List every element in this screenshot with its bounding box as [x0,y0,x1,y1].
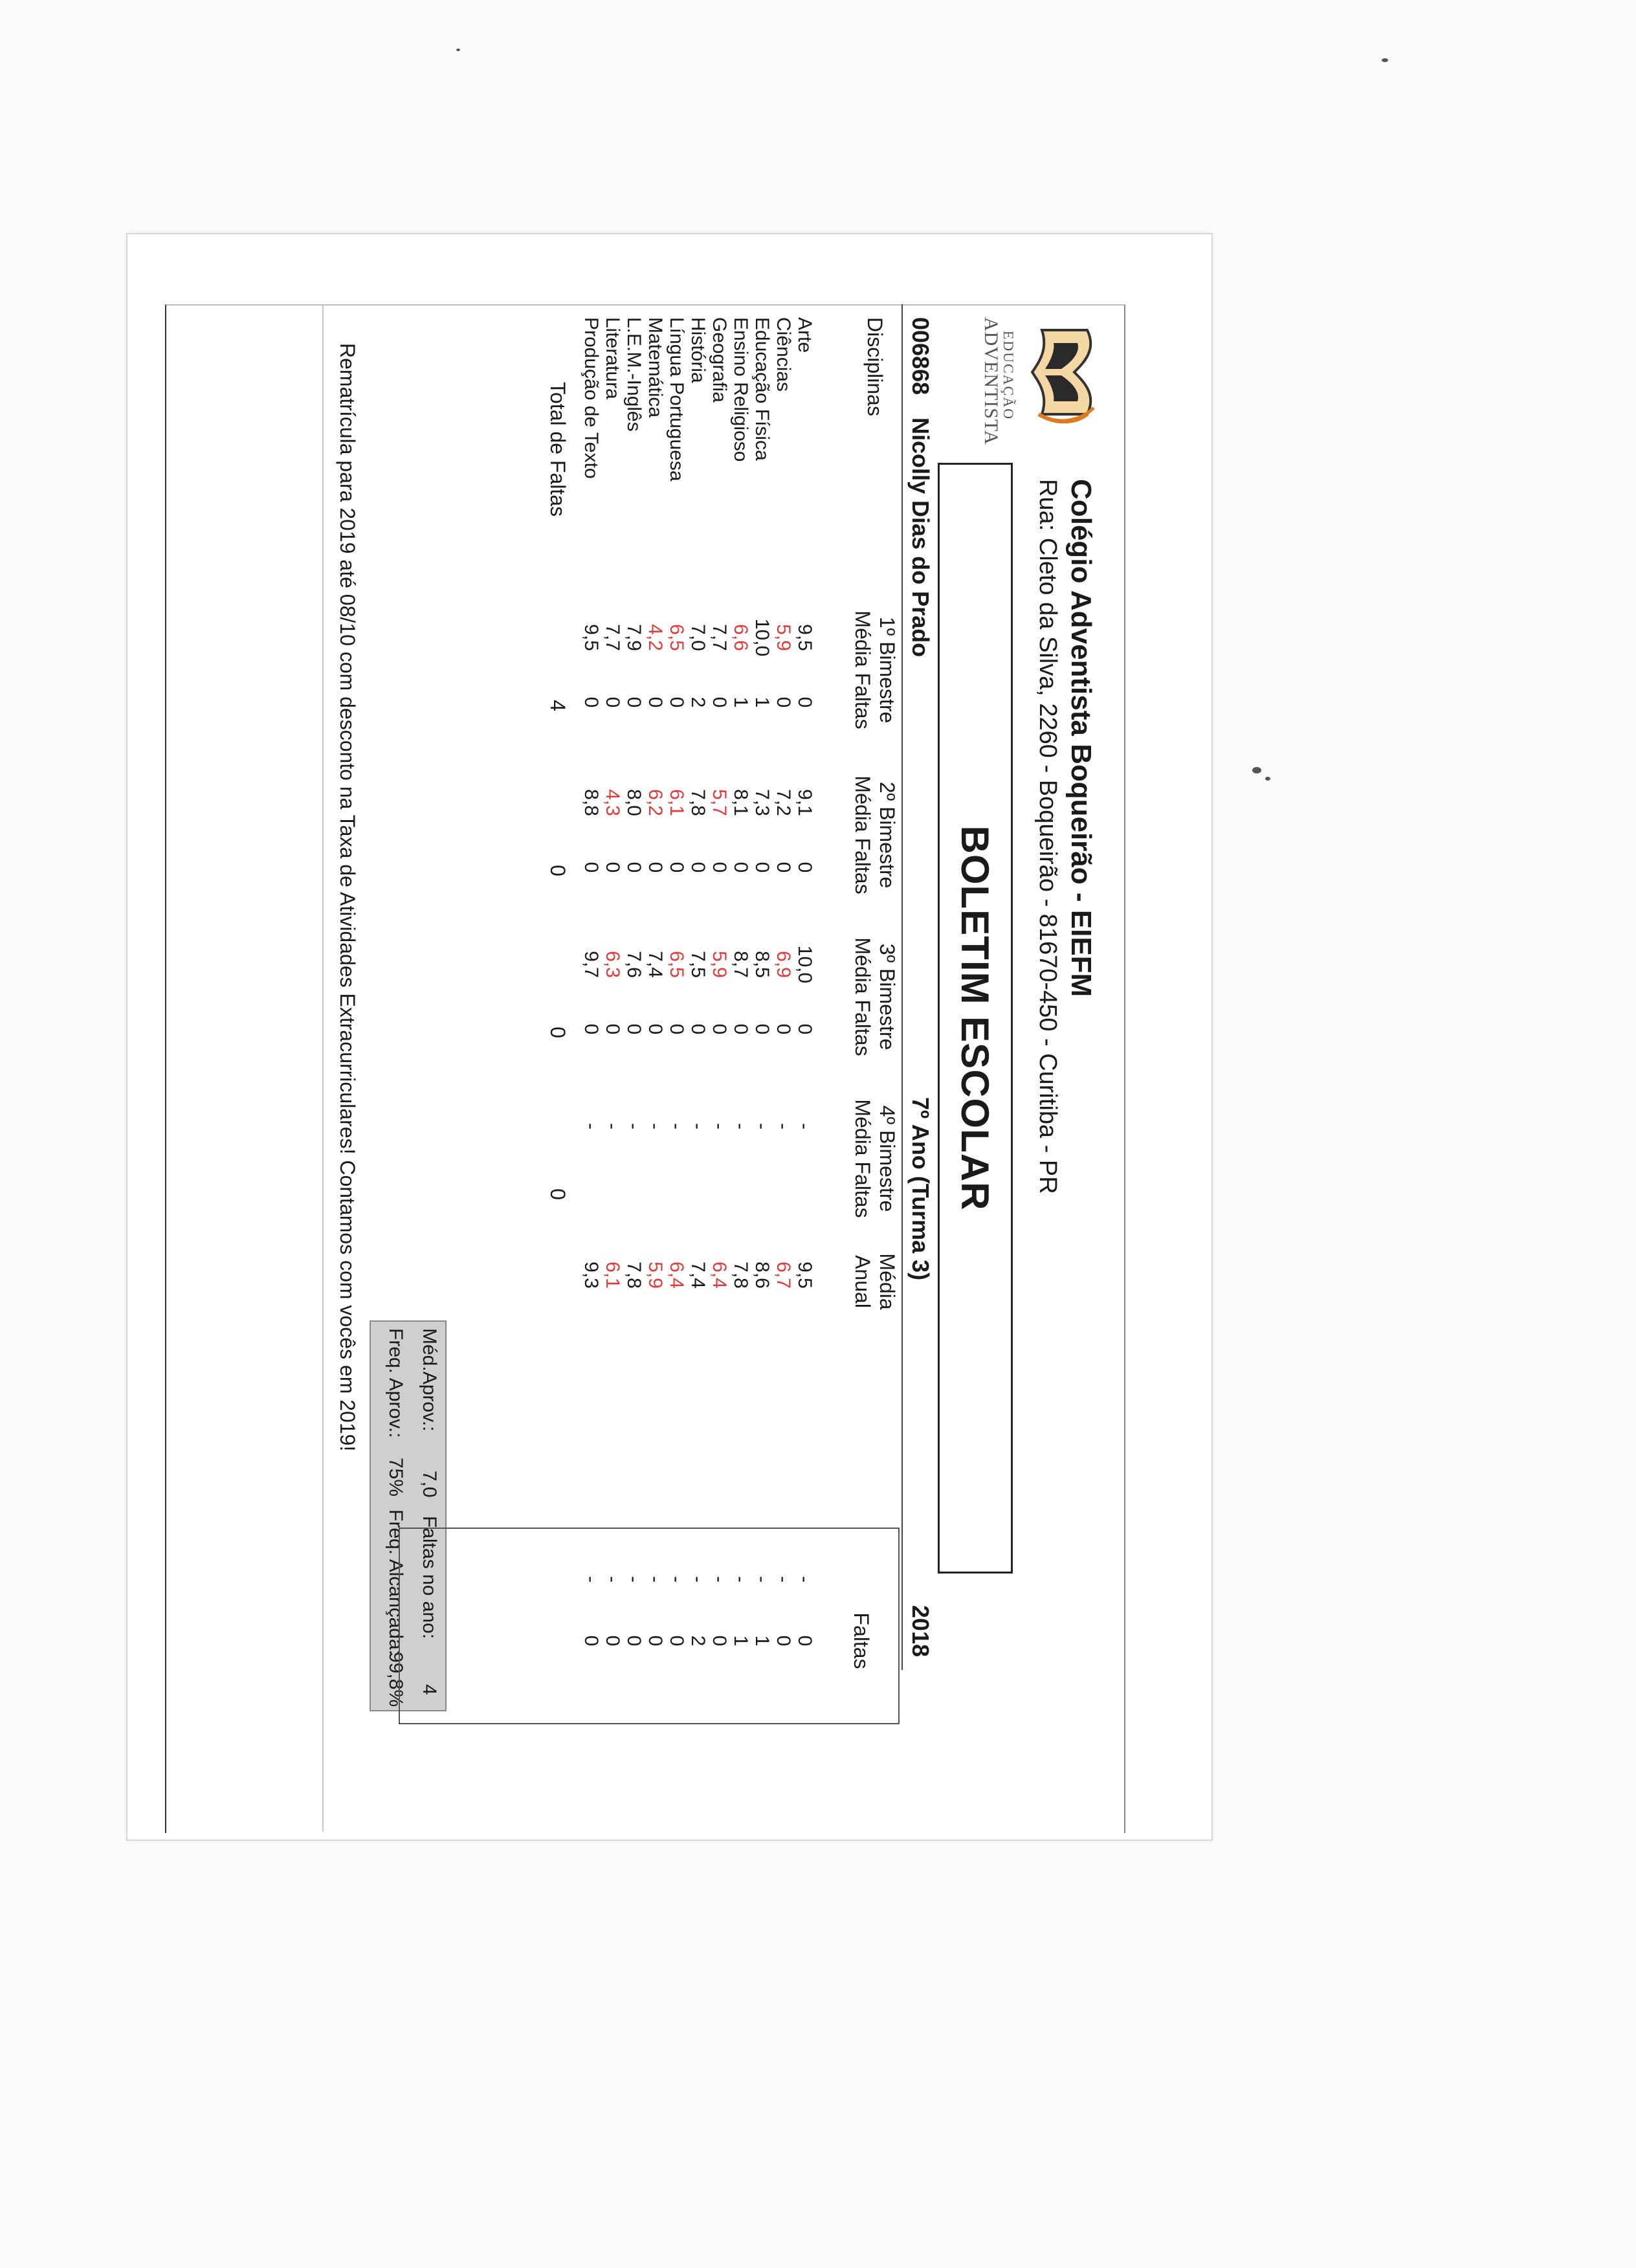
table-row [773,304,794,1670]
footer-note: Rematrícula para 2019 até 08/10 com desconto na Taxa de Atividades Extracurriculares! Contamos com vocês em 2019! [336,343,359,1452]
grade-cell-fd: - [623,1576,645,1583]
grade-cell-ma: 6,7 [773,1262,794,1289]
grade-cell-fd: - [687,1576,709,1583]
grade-cell-b1m: 10,0 [751,618,773,657]
grade-cell-b1f: 0 [773,696,794,708]
grade-cell-ft: 2 [687,1635,709,1647]
student-id: 006868 [907,317,934,395]
freq-alc-value: 99,8% [385,1652,406,1707]
grade-cell-b3m: 5,9 [709,951,730,978]
totals-b2: 0 [546,865,569,876]
grade-cell-b1f: 0 [602,696,623,708]
annual-faltas-box [399,1528,900,1724]
table-row [794,304,815,1670]
grade-cell-b1m: 9,5 [794,624,815,651]
grade-cell-b4m: - [580,1123,602,1129]
grade-cell-b1m: 4,2 [645,624,666,651]
bottom-rule [322,304,324,1832]
discipline-name: Arte [794,317,815,353]
scan-speck [1265,777,1270,781]
discipline-name: Produção de Texto [580,317,602,479]
grade-cell-ft: 0 [645,1635,666,1647]
grade-cell-b2m: 5,7 [709,789,730,816]
header-b4-media: Média [851,1099,874,1156]
grade-cell-b3f: 0 [580,1023,602,1035]
grade-cell-b2m: 8,1 [730,789,751,816]
student-name: Nicolly Dias do Prado [907,417,934,658]
grade-cell-b4m: - [751,1123,773,1129]
grade-cell-b4m: - [709,1123,730,1129]
grade-cell-b2f: 0 [751,862,773,873]
grade-cell-b2f: 0 [730,862,751,873]
grade-cell-ma: 6,1 [602,1262,623,1289]
header-b3-title: 3º Bimestre [876,943,899,1051]
grade-cell-b3f: 0 [751,1023,773,1035]
grade-cell-fd: - [730,1576,751,1583]
header-b2-media: Média [851,775,874,832]
grade-cell-b2m: 9,1 [794,789,815,816]
totals-b1: 4 [546,700,569,711]
discipline-name: História [687,317,709,383]
header-b3-media: Média [851,937,874,994]
header-b1-title: 1º Bimestre [876,616,899,724]
grade-cell-fd: - [794,1576,815,1583]
grade-cell-b1m: 6,5 [666,624,687,651]
discipline-name: L.E.M.-Inglês [623,317,645,432]
header-b2-title: 2º Bimestre [876,781,899,889]
grade-cell-b2f: 0 [794,862,815,873]
header-b2 [850,773,900,896]
grade-cell-b2f: 0 [645,862,666,873]
document-title: BOLETIM ESCOLAR [938,463,1013,1573]
grade-cell-b2f: 0 [709,862,730,873]
header-b3-faltas: Faltas [851,999,874,1056]
grade-cell-b3f: 0 [773,1023,794,1035]
grade-cell-b3m: 7,4 [645,951,666,978]
grade-cell-b2m: 7,8 [687,789,709,816]
faltas-ano-value: 4 [419,1684,440,1695]
grade-cell-b2f: 0 [666,862,687,873]
grade-cell-fd: - [709,1576,730,1583]
grade-cell-b4m: - [602,1123,623,1129]
discipline-name: Geografia [709,317,730,403]
grade-cell-b4m: - [666,1123,687,1129]
totals-b4: 0 [546,1188,569,1200]
freq-aprov-label: Freq. Aprov.: [385,1328,406,1438]
logo-line2: ADVENTISTA [980,317,1002,445]
grade-cell-b3m: 7,5 [687,951,709,978]
totals-label: Total de Faltas [546,382,569,517]
student-info-row [901,304,935,1670]
grade-cell-b1f: 0 [580,696,602,708]
grade-cell-b3m: 6,9 [773,951,794,978]
grade-cell-b3f: 0 [709,1023,730,1035]
grade-cell-b3f: 0 [666,1023,687,1035]
header-b1 [850,608,900,731]
med-aprov-value: 7,0 [419,1471,440,1498]
header-media-anual-1: Média [876,1253,899,1310]
table-row [623,304,645,1670]
header-b4-title: 4º Bimestre [876,1105,899,1212]
header-disciplinas: Disciplinas [863,317,887,416]
grade-cell-b3m: 8,7 [730,951,751,978]
report-card [168,304,1126,1832]
table-row [666,304,687,1670]
discipline-name: Língua Portuguesa [666,317,687,482]
header-b4-faltas: Faltas [851,1161,874,1218]
grade-cell-b2m: 7,3 [751,789,773,816]
table-row [751,304,773,1670]
grade-cell-fd: - [666,1576,687,1583]
grade-cell-b2m: 8,8 [580,789,602,816]
discipline-name: Ensino Religioso [730,317,751,462]
grade-cell-ma: 7,8 [623,1262,645,1289]
grade-cell-b2m: 8,0 [623,789,645,816]
discipline-name: Ciências [773,317,794,392]
grade-cell-b2f: 0 [623,862,645,873]
grade-cell-b2f: 0 [602,862,623,873]
school-year: 2018 [907,1605,934,1657]
grade-cell-b3f: 0 [645,1023,666,1035]
header-b3 [850,935,900,1058]
grade-cell-ft: 0 [580,1635,602,1647]
grade-cell-b1f: 1 [730,696,751,708]
scan-speck [456,49,460,51]
grade-cell-b1f: 0 [645,696,666,708]
grade-cell-ft: 1 [751,1635,773,1647]
grade-cell-b1f: 0 [794,696,815,708]
table-row [645,304,666,1670]
school-logo [980,317,1100,445]
table-row [580,304,602,1670]
grade-cell-ma: 6,4 [666,1262,687,1289]
grade-cell-b1f: 0 [666,696,687,708]
grade-cell-ma: 8,6 [751,1262,773,1289]
header-faltas-total-label: Faltas [850,1612,873,1669]
grade-cell-ft: 0 [709,1635,730,1647]
grade-cell-b2f: 0 [580,862,602,873]
table-row [687,304,709,1670]
student-class: 7º Ano (Turma 3) [907,1097,934,1281]
grade-cell-b4m: - [773,1123,794,1129]
scan-speck [1252,767,1261,773]
grade-cell-b3f: 0 [794,1023,815,1035]
grade-cell-b1m: 7,9 [623,624,645,651]
grade-cell-b1m: 9,5 [580,624,602,651]
grade-cell-ma: 5,9 [645,1262,666,1289]
grade-cell-b1f: 0 [709,696,730,708]
grade-cell-ft: 0 [666,1635,687,1647]
grade-cell-b1m: 7,0 [687,624,709,651]
table-row [709,304,730,1670]
grade-cell-fd: - [773,1576,794,1583]
grade-cell-b2m: 6,2 [645,789,666,816]
grade-cell-fd: - [645,1576,666,1583]
grade-cell-b3f: 0 [602,1023,623,1035]
grade-cell-ft: 0 [623,1635,645,1647]
grade-cell-b3f: 0 [687,1023,709,1035]
grade-cell-b4m: - [687,1123,709,1129]
header-b2-faltas: Faltas [851,838,874,895]
grade-cell-b3m: 9,7 [580,951,602,978]
med-aprov-label: Méd.Aprov.: [419,1328,440,1432]
discipline-name: Educação Física [751,317,773,461]
grade-cell-b4m: - [623,1123,645,1129]
grade-cell-b2f: 0 [773,862,794,873]
grade-cell-b2f: 0 [687,862,709,873]
scan-speck [1382,58,1388,62]
grade-cell-ft: 0 [773,1635,794,1647]
grade-cell-b4m: - [794,1123,815,1129]
grade-cell-ma: 9,5 [794,1262,815,1289]
grade-cell-ma: 7,8 [730,1262,751,1289]
hands-book-icon [1016,317,1100,427]
discipline-name: Matemática [645,317,666,418]
grade-cell-b2m: 7,2 [773,789,794,816]
grade-cell-b1m: 6,6 [730,624,751,651]
grade-cell-b3m: 10,0 [794,945,815,984]
grade-cell-b3m: 7,6 [623,951,645,978]
grade-cell-b2m: 6,1 [666,789,687,816]
grade-cell-b2m: 4,3 [602,789,623,816]
discipline-name: Literatura [602,317,623,399]
grade-cell-ft: 0 [794,1635,815,1647]
grade-cell-b3m: 6,3 [602,951,623,978]
grade-cell-b3f: 0 [623,1023,645,1035]
grade-cell-b4m: - [730,1123,751,1129]
grade-cell-b1m: 7,7 [602,624,623,651]
freq-aprov-value: 75% [385,1458,406,1497]
school-address: Rua: Cleto da Silva, 2260 - Boqueirão - 81670-450 - Curitiba - PR [1034,479,1061,1194]
freq-alc-label: Freq. Alcançada: [385,1509,406,1656]
grade-cell-b1m: 5,9 [773,624,794,651]
table-row [730,304,751,1670]
grade-cell-b1f: 1 [751,696,773,708]
grade-cell-b1f: 2 [687,696,709,708]
grade-cell-b3m: 6,5 [666,951,687,978]
grade-cell-b1f: 0 [623,696,645,708]
grade-cell-ma: 7,4 [687,1262,709,1289]
grade-cell-fd: - [751,1576,773,1583]
header-media-anual [850,1243,900,1320]
school-name: Colégio Adventista Boqueirão - EIEFM [1065,479,1097,997]
header-b1-faltas: Faltas [851,673,874,729]
header-media-anual-2: Anual [851,1255,874,1308]
grade-cell-ft: 0 [602,1635,623,1647]
totals-b3: 0 [546,1027,569,1038]
grade-cell-ft: 1 [730,1635,751,1647]
table-row [602,304,623,1670]
grade-cell-fd: - [580,1576,602,1583]
logo-line1: EDUCAÇÃO [1000,330,1017,421]
grade-cell-fd: - [602,1576,623,1583]
grade-cell-ma: 6,4 [709,1262,730,1289]
grade-cell-ma: 9,3 [580,1262,602,1289]
header-b1-media: Média [851,610,874,667]
faltas-ano-label: Faltas no ano: [419,1516,440,1640]
grade-cell-b4m: - [645,1123,666,1129]
grade-cell-b1m: 7,7 [709,624,730,651]
grade-cell-b3f: 0 [730,1023,751,1035]
header-b4 [850,1097,900,1220]
grade-cell-b3m: 8,5 [751,951,773,978]
